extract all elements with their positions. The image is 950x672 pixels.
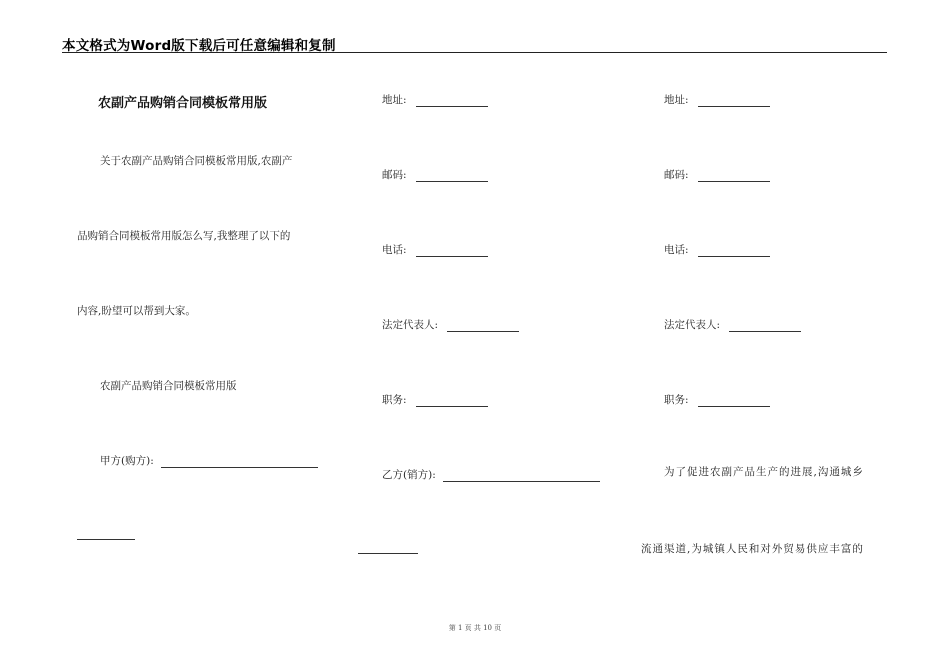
address-label: 地址: [664,94,689,106]
address-label: 地址: [382,94,407,106]
party-a-blank [161,455,318,468]
document-title: 农副产品购销合同模板常用版 [98,96,268,111]
party-a-row [100,454,318,468]
contract-subtitle: 农副产品购销合同模板常用版 [100,380,237,392]
party-b-row [382,468,600,482]
postcode-blank [416,169,488,182]
legal-rep-blank [729,319,801,332]
postcode-label: 邮码: [382,169,407,181]
party-b-legal-rep-row [664,318,801,332]
position-blank [698,394,770,407]
phone-blank [416,244,488,257]
party-b-address-row [664,93,770,107]
party-a-position-row [382,393,488,407]
address-blank [416,94,488,107]
intro-line-3: 内容,盼望可以帮到大家。 [77,305,196,317]
header-title: 本文格式为Word版下载后可任意编辑和复制 [62,38,336,54]
party-b-postcode-row [664,168,770,182]
legal-rep-label: 法定代表人: [664,319,721,331]
party-b-label: 乙方(销方): [382,469,436,481]
purpose-para-line-1: 为了促进农副产品生产的进展,沟通城乡 [664,466,864,478]
phone-blank [698,244,770,257]
party-a-legal-rep-row [382,318,519,332]
party-a-phone-row [382,243,488,257]
purpose-para-line-2: 流通渠道,为城镇人民和对外贸易供应丰富的 [641,543,864,555]
phone-label: 电话: [382,244,407,256]
phone-label: 电话: [664,244,689,256]
party-a-continuation-blank [77,539,135,540]
party-b-phone-row [664,243,770,257]
postcode-label: 邮码: [664,169,689,181]
party-b-continuation-blank [358,553,418,554]
legal-rep-label: 法定代表人: [382,319,439,331]
position-label: 职务: [382,394,407,406]
party-a-address-row [382,93,488,107]
address-blank [698,94,770,107]
position-label: 职务: [664,394,689,406]
intro-line-2: 品购销合同模板常用版怎么写,我整理了以下的 [77,230,291,242]
party-a-label: 甲方(购方): [100,455,154,467]
party-a-postcode-row [382,168,488,182]
position-blank [416,394,488,407]
party-b-blank [443,469,600,482]
party-b-position-row [664,393,770,407]
postcode-blank [698,169,770,182]
header-divider [62,52,887,53]
intro-line-1: 关于农副产品购销合同模板常用版,农副产 [100,155,293,167]
legal-rep-blank [447,319,519,332]
page-footer: 第 1 页 共 10 页 [448,624,502,632]
